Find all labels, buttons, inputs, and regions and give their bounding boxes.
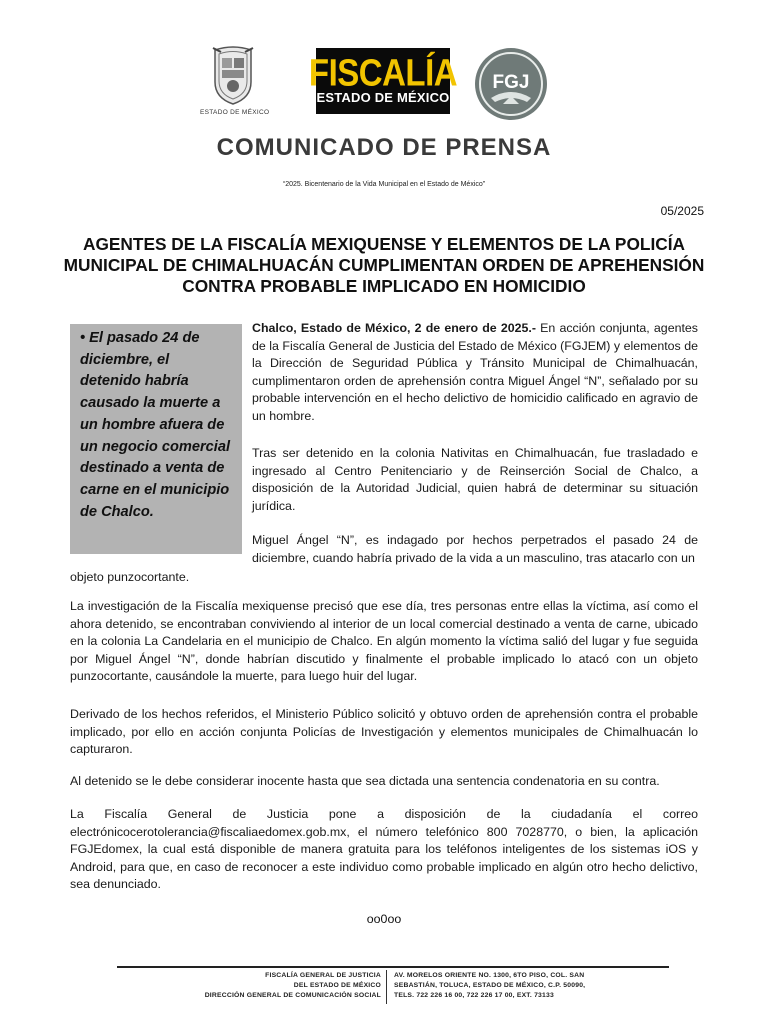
footer-address: [394, 971, 664, 1001]
fgj-emblem-icon: [473, 46, 549, 122]
body-paragraph-3-continuation: objeto punzocortante.: [70, 570, 190, 584]
body-paragraph-6: Al detenido se le debe considerar inocente hasta que sea dictada una sentencia condenatoria en su contra.: [70, 774, 660, 788]
footer-institution: [117, 971, 381, 1001]
highlight-summary-box: • El pasado 24 de diciembre, el detenido habría causado la muerte a un hombre afuera de un negocio comercial destinado a venta de carne en el municipio de Chalco.: [70, 324, 242, 554]
body-paragraph-2: Tras ser detenido en la colonia Nativitas en Chimalhuacán, fue trasladado e ingresado al Centro Penitenciario y de Reinserción Social de Chalco, a disposición de la Autoridad Judicial, quien habrá de determinar su situación jurídica.: [252, 446, 698, 513]
dateline: Chalco, Estado de México, 2 de enero de 2025.-: [252, 321, 536, 335]
document-number: 05/2025: [660, 204, 704, 218]
footer-address-line-2: SEBASTIÁN, TOLUCA, ESTADO DE MÉXICO, C.P. 50090,: [394, 982, 586, 989]
body-paragraph-7: La Fiscalía General de Justicia pone a disposición de la ciudadanía el correo electrónicocerotolerancia@fiscaliaedomex.gob.mx, el número telefónico 800 7028770, o bien, la aplicación FGJEdomex, la cual está disponible de manera gratuita para los teléfonos inteligentes de los sistemas iOS y Android, para que, en caso de reconocer a este individuo como probable implicado en algún otro hecho delictivo, sea denunciado.: [70, 807, 698, 892]
fgj-logo: [473, 46, 549, 122]
fiscalia-logo-word: FISCALÍA: [308, 51, 458, 94]
year-tagline: “2025. Bicentenario de la Vida Municipal en el Estado de México”: [282, 181, 486, 188]
footer-address-line-3: TELS. 722 226 16 00, 722 226 17 00, EXT. 73133: [394, 992, 554, 999]
footer-divider-line: [117, 966, 669, 968]
paragraph-1-text: En acción conjunta, agentes de la Fiscalía General de Justicia del Estado de México (FGJEM) y elementos de la Dirección de Seguridad Pública y Tránsito Municipal de Chimalhuacán, cumplimentaron orden de aprehensión contra Miguel Ángel “N”, señalado por su probable intervención en el hecho delictivo de homicidio calificado en agravio de un hombre.: [252, 321, 698, 423]
body-paragraph-5: Derivado de los hechos referidos, el Ministerio Público solicitó y obtuvo orden de aprehensión contra el probable implicado, por ello en acción conjunta Policías de Investigación y elementos municipales de Chimalhuacán lo capturaron.: [70, 707, 698, 757]
footer-institution-line-2: DEL ESTADO DE MÉXICO: [293, 982, 381, 989]
estado-de-mexico-caption: ESTADO DE MÉXICO: [200, 109, 270, 116]
press-release-heading: COMUNICADO DE PRENSA: [216, 134, 552, 161]
footer-vertical-divider: [386, 970, 387, 1004]
body-paragraph-4: La investigación de la Fiscalía mexiquense precisó que ese día, tres personas entre ellas la víctima, así como el ahora detenido, se encontraban conviviendo al interior de un local comercial destinado a venta de carne, ubicado en la colonia La Candelaria en el municipio de Chalco. En algún momento la víctima salió del lugar y fue seguida por Miguel Ángel “N”, donde habrían discutido y finalmente el probable implicado lo atacó con un objeto punzocortante, causándole la muerte, para luego huir del lugar.: [70, 599, 698, 684]
end-of-release-mark: oo0oo: [366, 912, 402, 926]
footer-institution-line-1: FISCALÍA GENERAL DE JUSTICIA: [265, 972, 381, 979]
fiscalia-estado-de-mexico-logo: [308, 48, 458, 114]
fgj-logo-text: FGJ: [492, 72, 530, 93]
fiscalia-logo-subtitle: ESTADO DE MÉXICO: [316, 90, 450, 105]
body-paragraph-1: [252, 320, 698, 426]
news-headline: AGENTES DE LA FISCALÍA MEXIQUENSE Y ELEMENTOS DE LA POLICÍA MUNICIPAL DE CHIMALHUACÁN CUMPLIMENTAN ORDEN DE APREHENSIÓN CONTRA PROBABLE IMPLICADO EN HOMICIDIO: [63, 234, 705, 296]
footer-address-line-1: AV. MORELOS ORIENTE NO. 1300, 6TO PISO, COL. SAN: [394, 972, 585, 979]
estado-de-mexico-logo: [200, 44, 270, 126]
footer-institution-line-3: DIRECCIÓN GENERAL DE COMUNICACIÓN SOCIAL: [204, 992, 381, 999]
body-paragraph-3: Miguel Ángel “N”, es indagado por hechos perpetrados el pasado 24 de diciembre, cuando habría privado de la vida a un masculino, tras atacarlo con un: [252, 533, 698, 565]
estado-de-mexico-shield-icon: [211, 44, 255, 106]
